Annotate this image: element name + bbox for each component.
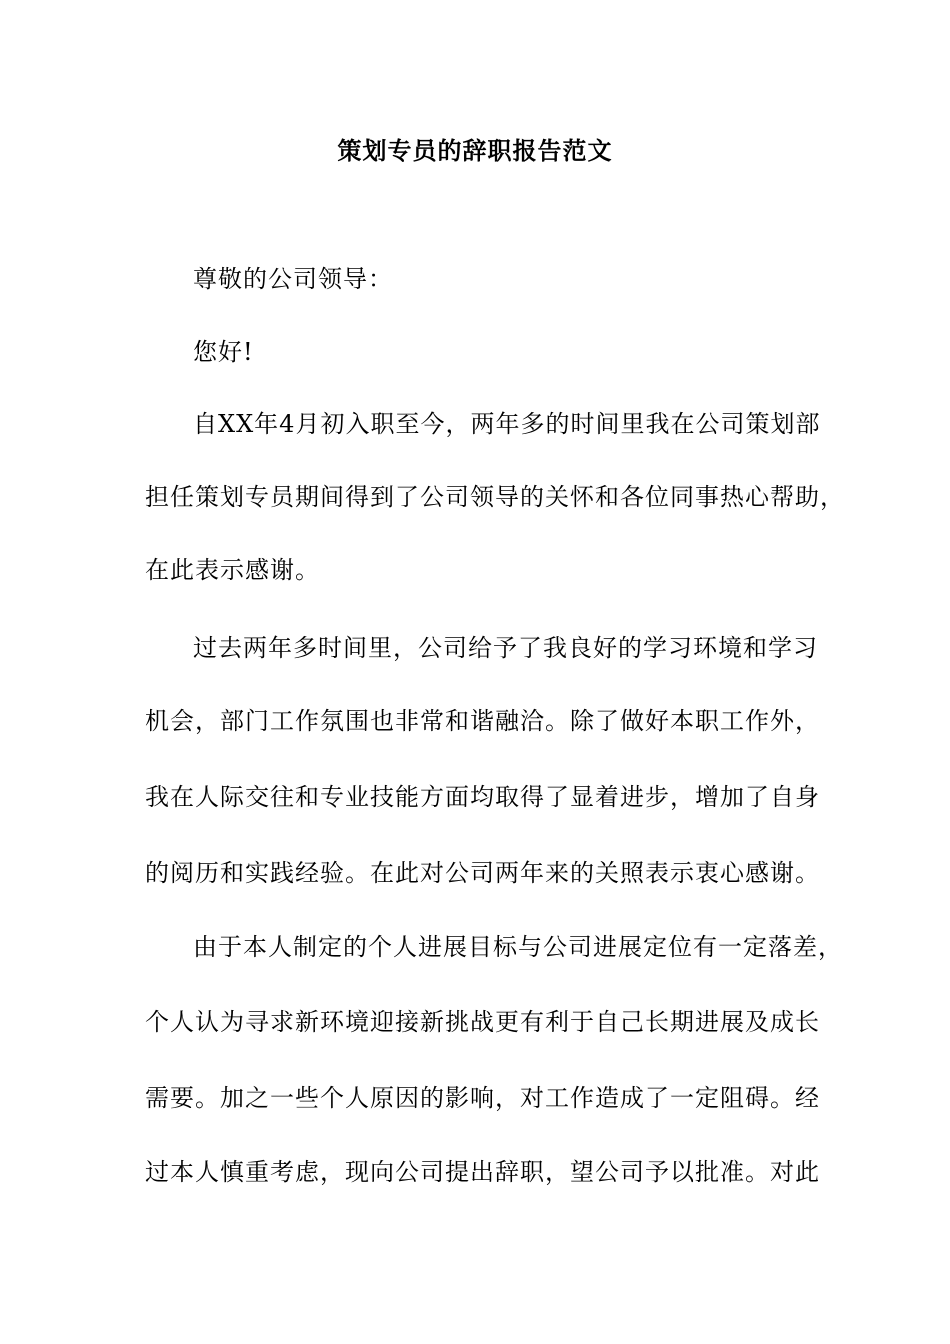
paragraph-line: 个人认为寻求新环境迎接新挑战更有利于自己长期进展及成长 (145, 1008, 820, 1036)
document-title: 策划专员的辞职报告范文 (337, 136, 613, 165)
paragraph-line: 自XX年4月初入职至今，两年多的时间里我在公司策划部 (193, 410, 821, 438)
paragraph-line: 过本人慎重考虑，现向公司提出辞职，望公司予以批准。对此 (145, 1158, 820, 1186)
paragraph-line: 机会，部门工作氛围也非常和谐融洽。除了做好本职工作外， (145, 707, 820, 735)
paragraph-line: 担任策划专员期间得到了公司领导的关怀和各位同事热心帮助， (145, 483, 845, 511)
paragraph-line: 的阅历和实践经验。在此对公司两年来的关照表示衷心感谢。 (145, 859, 820, 887)
paragraph-line: 在此表示感谢。 (145, 556, 320, 584)
paragraph-line: 我在人际交往和专业技能方面均取得了显着进步，增加了自身 (145, 783, 820, 811)
greeting-line: 您好! (193, 338, 254, 366)
salutation-line: 尊敬的公司领导： (193, 265, 393, 293)
paragraph-line: 过去两年多时间里，公司给予了我良好的学习环境和学习 (193, 634, 818, 662)
paragraph-line: 由于本人制定的个人进展目标与公司进展定位有一定落差， (193, 933, 843, 961)
paragraph-line: 需要。加之一些个人原因的影响，对工作造成了一定阻碍。经 (145, 1084, 820, 1112)
